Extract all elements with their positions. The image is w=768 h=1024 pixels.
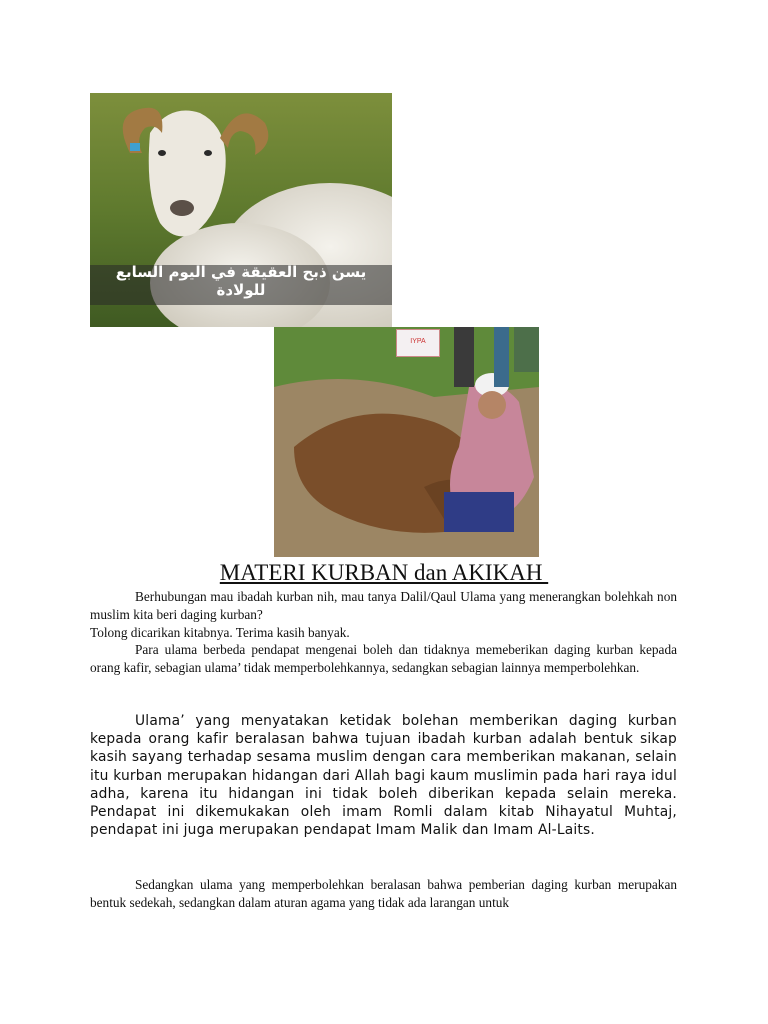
paragraph-disallow-view: Ulama’ yang menyatakan ketidak bolehan memberikan daging kurban kepada orang kafir beralasan bahwa tujuan ibadah kurban adalah bentuk sikap kasih sayang terhadap sesama muslim dengan cara memberikan makanan, selain itu kurban merupakan hidangan dari Allah bagi kaum muslimin pada hari raya idul adha, karena itu hidangan ini tidak boleh diberikan kepada selain mereka. Pendapat ini dikemukakan oleh imam Romli dalam kitab Nihayatul Muhtaj, pendapat ini juga merupakan pendapat Imam Malik dan Imam Al-Laits. xyxy=(90,713,677,839)
paragraph-question: Berhubungan mau ibadah kurban nih, mau tanya Dalil/Qaul Ulama yang menerangkan bolehkah non muslim kita beri daging kurban? xyxy=(90,589,677,622)
document-title: MATERI KURBAN dan AKIKAH xyxy=(219,560,549,585)
paragraph-opinions: Para ulama berbeda pendapat mengenai boleh dan tidaknya memeberikan daging kurban kepada orang kafir, sebagian ulama’ tidak memperbolehkannya, sedangkan sebagian lainnya memperbolehkan. xyxy=(90,642,677,675)
banner-sign: IYPA xyxy=(396,329,440,357)
cow-illustration xyxy=(274,327,539,557)
sheep-photo xyxy=(90,93,392,327)
paragraph-allow-view: Sedangkan ulama yang memperbolehkan beralasan bahwa pemberian daging kurban merupakan bentuk sedekah, sedangkan dalam aturan agama yang tidak ada larangan untuk xyxy=(90,877,677,910)
paragraph-request: Tolong dicarikan kitabnya. Terima kasih banyak. xyxy=(90,625,350,640)
arabic-caption: يسن ذبح العقيقة في اليوم السابع للولادة xyxy=(115,263,367,299)
cow-photo xyxy=(274,327,539,557)
